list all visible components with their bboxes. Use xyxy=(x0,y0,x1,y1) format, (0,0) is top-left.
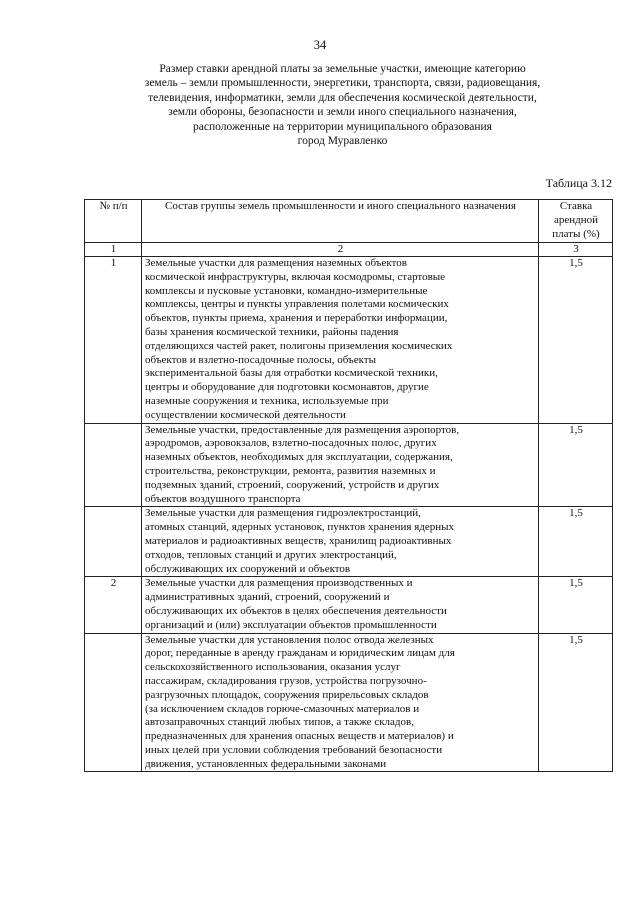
title-line: земель – земли промышленности, энергетики, транспорта, связи, радиовещания, xyxy=(144,77,541,90)
description-line: объектов, пункты приема, хранения и переработки информации, xyxy=(145,312,448,325)
row-rate: 1,5 xyxy=(539,257,613,424)
description-line: центры и оборудование для подготовки космонавтов, другие xyxy=(145,381,429,394)
description-line: Земельные участки, предоставленные для размещения аэропортов, xyxy=(145,423,460,436)
description-line: комплексы и пусковые установки, командно-измерительные xyxy=(145,284,428,297)
row-description xyxy=(142,423,539,507)
header-description: Состав группы земель промышленности и иного специального назначения xyxy=(142,200,539,243)
description-line: отходов, тепловых станций и других электростанций, xyxy=(145,548,397,561)
description-line: сельскохозяйственного использования, оказания услуг xyxy=(145,661,401,674)
description-line: осуществлении космической деятельности xyxy=(145,408,346,421)
column-index: 2 xyxy=(142,243,539,257)
description-line: комплексы, центры и пункты управления полетами космических xyxy=(145,298,449,311)
table-row xyxy=(85,423,613,507)
header-number: № п/п xyxy=(85,200,142,243)
description-line: (за исключением складов горюче-смазочных материалов и xyxy=(145,702,420,715)
description-line: экспериментальной базы для отработки космической техники, xyxy=(145,367,438,380)
row-description xyxy=(142,633,539,772)
description-line: космической инфраструктуры, включая космодромы, стартовые xyxy=(145,270,446,283)
description-line: пассажирам, складирования грузов, устройства погрузочно- xyxy=(145,674,427,687)
title-line: расположенные на территории муниципального образования xyxy=(193,120,492,133)
description-line: дорог, переданные в аренду гражданам и юридическим лицам для xyxy=(145,647,455,660)
row-rate: 1,5 xyxy=(539,507,613,577)
table-row xyxy=(85,577,613,633)
description-line: базы хранения космической техники, районы падения xyxy=(145,325,399,338)
description-line: Земельные участки для размещения производственных и xyxy=(145,577,413,590)
table-label: Таблица 3.12 xyxy=(545,176,612,190)
row-number: 2 xyxy=(85,577,142,633)
table-header-row xyxy=(85,200,613,243)
description-line: атомных станций, ядерных установок, пунктов хранения ядерных xyxy=(145,521,455,534)
description-line: Земельные участки для размещения наземных объектов xyxy=(145,257,407,269)
row-description xyxy=(142,257,539,424)
row-rate: 1,5 xyxy=(539,633,613,772)
description-line: обслуживающих их сооружений и объектов xyxy=(145,562,351,575)
description-line: автозаправочных станций любых типов, а также складов, xyxy=(145,716,414,729)
column-index-row xyxy=(85,243,613,257)
row-number xyxy=(85,423,142,507)
description-line: наземных объектов, необходимых для эксплуатации, содержания, xyxy=(145,451,453,464)
description-line: организаций и (или) эксплуатации объектов промышленности xyxy=(145,618,437,631)
title-line: земли обороны, безопасности и земли иного специального назначения, xyxy=(168,106,517,119)
description-line: Земельные участки для размещения гидроэлектростанций, xyxy=(145,507,421,520)
description-line: строительства, реконструкции, ремонта, развития наземных и xyxy=(145,464,436,477)
row-number xyxy=(85,507,142,577)
row-description xyxy=(142,507,539,577)
description-line: аэродромов, аэровокзалов, взлетно-посадочных полос, других xyxy=(145,437,437,450)
table-row xyxy=(85,257,613,424)
column-index: 3 xyxy=(539,243,613,257)
column-index: 1 xyxy=(85,243,142,257)
description-line: объектов воздушного транспорта xyxy=(145,492,301,505)
description-line: движения, установленных федеральными законами xyxy=(145,757,387,770)
description-line: отделяющихся частей ракет, полигоны приземления космических xyxy=(145,339,453,352)
row-description xyxy=(142,577,539,633)
table-body xyxy=(85,257,613,772)
title-line: Размер ставки арендной платы за земельные участки, имеющие категорию xyxy=(159,63,526,75)
description-line: административных зданий, строений, сооружений и xyxy=(145,591,390,604)
description-line: наземные сооружения и техника, используемые при xyxy=(145,394,389,407)
document-title xyxy=(120,62,565,148)
title-line: телевидения, информатики, земли для обеспечения космической деятельности, xyxy=(148,91,537,104)
description-line: объектов и взлетно-посадочные полосы, объекты xyxy=(145,353,376,366)
header-rate: Ставка арендной платы (%) xyxy=(539,200,613,243)
row-number: 1 xyxy=(85,257,142,424)
description-line: предназначенных для хранения опасных веществ и материалов) и xyxy=(145,730,454,743)
rates-table xyxy=(84,199,613,772)
description-line: обслуживающих их объектов в целях обеспечения деятельности xyxy=(145,604,447,617)
page-number: 34 xyxy=(313,38,327,52)
row-number xyxy=(85,633,142,772)
description-line: Земельные участки для установления полос отвода железных xyxy=(145,633,434,646)
description-line: иных целей при условии соблюдения требований безопасности xyxy=(145,743,443,756)
table-row xyxy=(85,507,613,577)
description-line: подземных зданий, строений, сооружений, устройств и других xyxy=(145,478,440,491)
row-rate: 1,5 xyxy=(539,423,613,507)
table-row xyxy=(85,633,613,772)
description-line: разгрузочных площадок, сооружения прирельсовых складов xyxy=(145,688,429,701)
description-line: материалов и радиоактивных веществ, хранилищ радиоактивных xyxy=(145,534,452,547)
title-line: город Муравленко xyxy=(297,135,388,148)
row-rate: 1,5 xyxy=(539,577,613,633)
